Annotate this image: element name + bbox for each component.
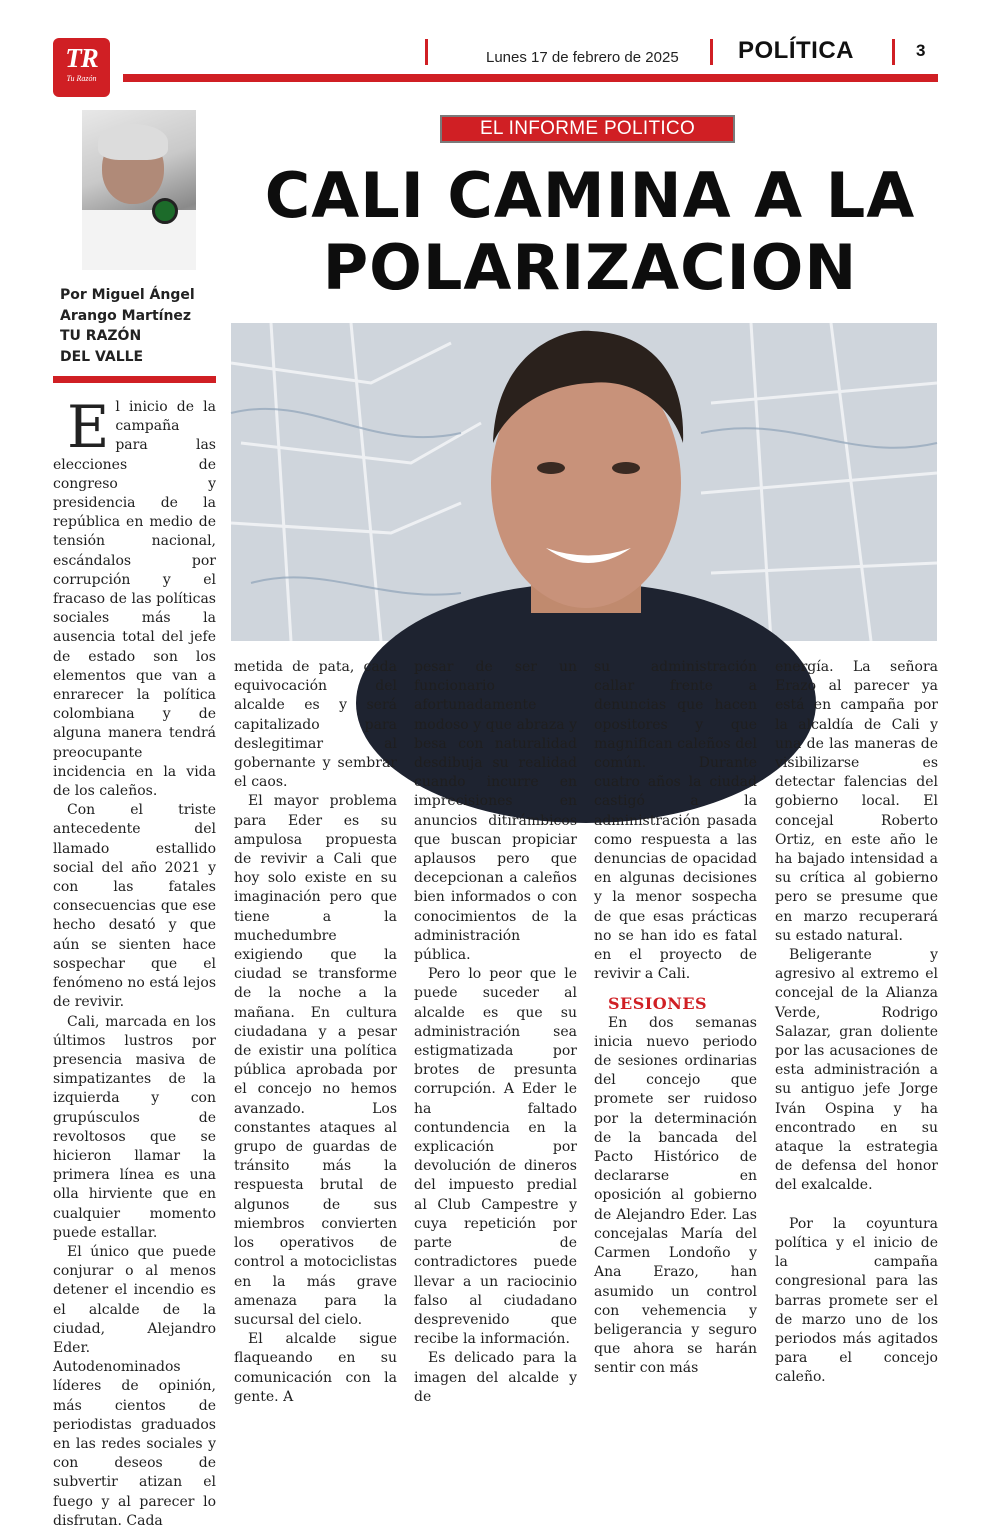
dropcap: E [67,393,110,461]
article-column [234,658,397,1407]
paragraph: Con el triste antecedente del llamado estallido social del año 2021 y con las fatales consecuencias que ese hecho desató y que aún se sienten hace sospechar que el fenómeno no está lejos de revivir. [53,802,216,1011]
paragraph: Cali, marcada en los últimos lustros por presencia masiva de simpatizantes de la izquierda y con grupúsculos de revoltosos que se hicieron llamar la primera línea es una olla hirviente que en cualquier momento puede estallar. [53,1013,216,1241]
paragraph: su administración callar frente a denuncias que hacen opositores y que magnifican caleños del común. Durante cuatro años la ciudad castigó a la administración pasada como respuesta a las denuncias de opacidad en algunas decisiones y la menor sospecha de que esas prácticas no se han ido es fatal en el proyecto de revivir a Cali. [594,659,757,983]
issue-date: Lunes 17 de febrero de 2025 [486,49,679,66]
article-column [53,393,216,1531]
paragraph [53,393,216,801]
microphone-icon [152,198,178,224]
header-separator [425,39,428,65]
article-photo [231,323,937,641]
section-name: POLÍTICA [738,37,854,64]
paragraph: Es delicado para la imagen del alcalde y de [414,1350,577,1405]
page-number: 3 [916,41,926,60]
paragraph: Por la coyuntura política y el inicio de la campaña congresional para las barras promete ser el de marzo uno de los periodos más agitados para el concejo caleño. [775,1215,938,1386]
headline-line: CALI CAMINA A LA [264,159,916,232]
article-column [414,658,577,1407]
paragraph: Pero lo peor que le puede suceder al alcalde es que su administración sea estigmatizada por brotes de presunta corrupción. A Eder le ha faltado contundencia en la explicación por devolución de dineros del impuesto predial al Club Campestre y cuya repetición por parte de contradictores puede llevar a un raciocinio falso al ciudadano desprevenido que recibe la información. [414,966,577,1348]
byline-line: TU RAZÓN [60,328,142,344]
author-photo [82,110,196,261]
article-column [594,658,757,1379]
paragraph: metida de pata, cada equivocación del alcalde es y será capitalizado para deslegitimar al gobernante y sembrar el caos. [234,659,397,791]
byline-line: Por Miguel Ángel [60,287,195,303]
byline-line: Arango Martínez [60,307,192,324]
headline [240,160,940,304]
logo [53,38,110,97]
paragraph: El único que puede conjurar o al menos detener el incendio es el alcalde de la ciudad, Alejandro Eder. Autodenominados líderes de opinión, más cientos de periodistas graduados en las redes sociales y con deseos de subvertir atizan el fuego y al parecer lo disfrutan. Cada [53,1243,216,1529]
header-separator [710,39,713,65]
kicker: EL INFORME POLITICO [440,115,735,143]
header-rule [123,74,938,82]
header-separator [892,39,895,65]
paragraph: El alcalde sigue flaqueando en su comunicación con la gente. A [234,1331,397,1405]
paragraph: energía. La señora Erazo al parecer ya está en campaña por la alcaldía de Cali y una de las maneras de visibilizarse es detectar falencias del gobierno local. El concejal Roberto Ortiz, en este año le ha bajado intensidad a su crítica al gobierno pero se presume que en marzo recuperará su estado natural. [775,659,938,944]
paragraph: En dos semanas inicia nuevo periodo de sesiones ordinarias del concejo que promete ser ruidoso por la determinación de la bancada del Pacto Histórico de declararse en oposición al gobierno de Alejandro Eder. Las concejalas María del Carmen Londoño y Ana Erazo, han asumido un control con vehemencia y beligerancia y seguro que ahora se harán sentir con más [594,1014,757,1377]
byline [60,285,195,367]
subheading: SESIONES [608,994,708,1014]
article-column [775,658,938,1388]
paragraph: pesar de ser un funcionario afortunadamente modoso y que abraza y besa con naturalidad desdibuja su realidad cuando incurre en imprecisiones en anuncios ditirámbicos que buscan propiciar aplausos pero que decepcionan a caleños bien informados o con conocimientos de la administración pública. [414,659,577,964]
logo-subtext: Tu Razón [66,74,97,83]
byline-line: DEL VALLE [60,348,144,365]
headline-line: POLARIZACION [322,231,858,304]
logo-text: TR [65,43,98,73]
paragraph-text: l inicio de la campaña para las elecciones de congreso y presidencia de la república en medio de tensión nacional, escándalos por corrupción y el fracaso de las políticas sociales más la ausencia total del jefe de estado son los elementos que van a enrarecer la política colombiana y de alguna manera tendrá preocupante incidencia en la vida de los caleños. [53,399,216,800]
paragraph: Beligerante y agresivo al extremo el concejal de la Alianza Verde, Rodrigo Salazar, gran doliente por las acusaciones de esta administración a su antiguo jefe Jorge Iván Ospina y ha encontrado en su ataque la estrategia de defensa del honor del exalcalde. [775,947,938,1194]
paragraph: El mayor problema para Eder es su ampulosa propuesta de revivir a Cali que hoy solo existe en su imaginación pero que tiene a la muchedumbre exigiendo que la ciudad se transforme de la noche a la mañana. En cultura ciudadana y a pesar de existir una política pública aprobada por el concejo no hemos avanzado. Los constantes ataques al grupo de guardas de tránsito más la respuesta brutal de algunos de sus miembros convierten los operativos de control a motociclistas en la más grave amenaza para la sucursal del cielo. [234,793,397,1328]
byline-rule [53,376,216,383]
